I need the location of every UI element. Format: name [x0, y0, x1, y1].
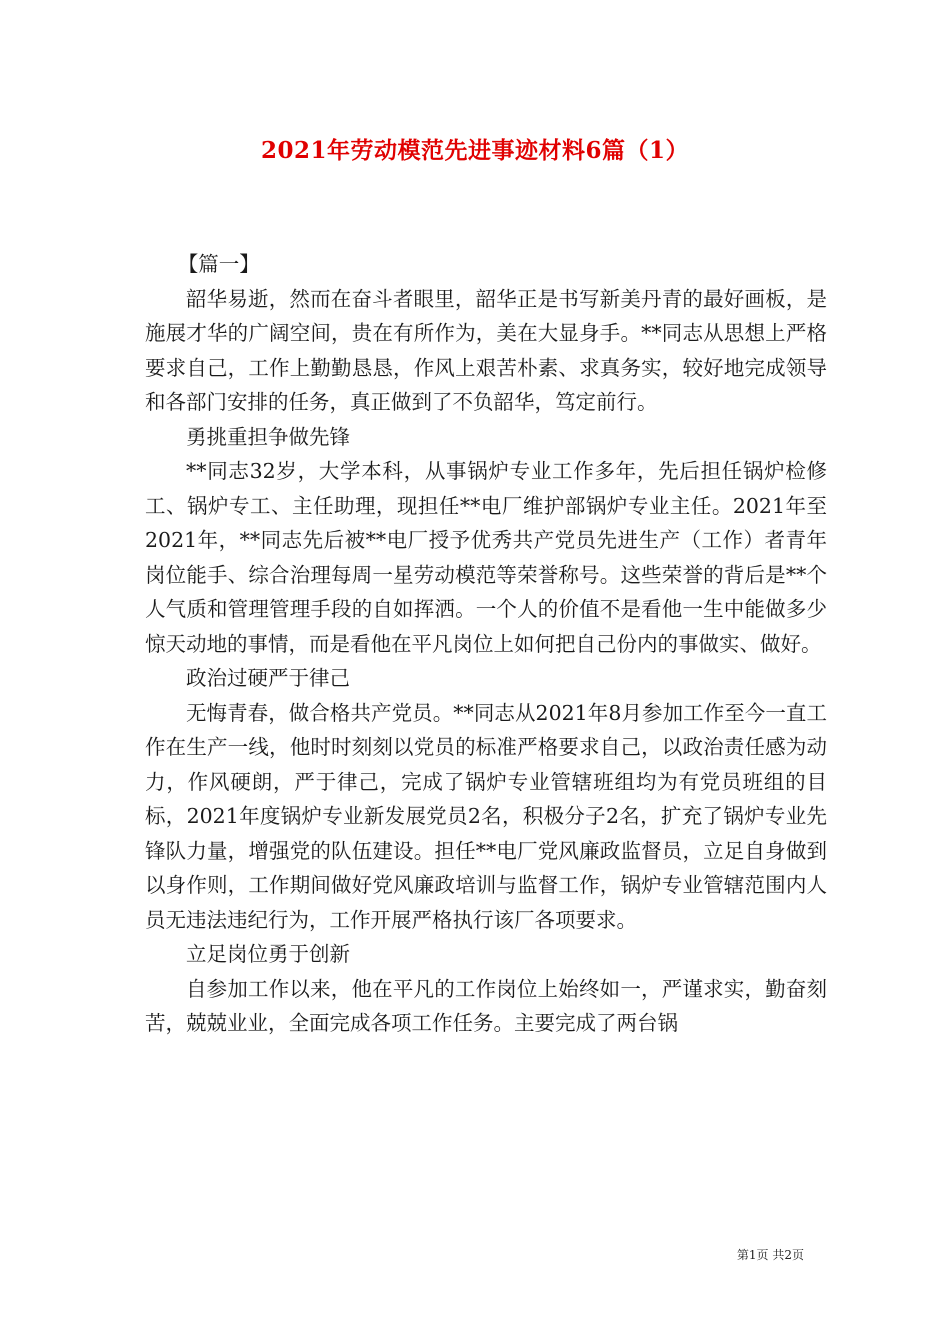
page-number: 第1页 共2页 [736, 1248, 804, 1262]
subheading-innovation: 立足岗位勇于创新 [186, 942, 350, 966]
document-title: 2021年劳动模范先进事迹材料6篇（1） [260, 137, 690, 164]
paragraph-vanguard: **同志32岁，大学本科，从事锅炉专业工作多年，先后担任锅炉检修工、锅炉专工、主任助理，现担任**电厂维护部锅炉专业主任。2021年至2021年，**同志先后被**电厂授予优秀共产党员先进生产（工作）者青年岗位能手、综合治理每周一星劳动模范等荣誉称号。这些荣誉的背后是**个人气质和管理管理手段的自如挥洒。一个人的价值不是看他一生中能做多少惊天动地的事情，而是看他在平凡岗位上如何把自己份内的事做实、做好。 [145, 459, 827, 656]
paragraph-discipline: 无悔青春，做合格共产党员。**同志从2021年8月参加工作至今一直工作在生产一线，他时时刻刻以党员的标准严格要求自己，以政治责任感为动力，作风硬朗，严于律己，完成了锅炉专业管辖班组均为有党员班组的目标，2021年度锅炉专业新发展党员2名，积极分子2名，扩充了锅炉专业先锋队力量，增强党的队伍建设。担任**电厂党风廉政监督员，立足自身做到以身作则，工作期间做好党风廉政培训与监督工作，锅炉专业管辖范围内人员无违法违纪行为，工作开展严格执行该厂各项要求。 [145, 700, 827, 932]
subheading-discipline: 政治过硬严于律己 [186, 666, 350, 690]
document-body [145, 247, 827, 1041]
subheading-vanguard: 勇挑重担争做先锋 [186, 424, 350, 449]
paragraph-intro: 韶华易逝，然而在奋斗者眼里，韶华正是书写新美丹青的最好画板，是施展才华的广阔空间，贵在有所作为，美在大显身手。**同志从思想上严格要求自己，工作上勤勤恳恳，作风上艰苦朴素、求真务实，较好地完成领导和各部门安排的任务，真正做到了不负韶华，笃定前行。 [145, 286, 827, 414]
paragraph-innovation: 自参加工作以来，他在平凡的工作岗位上始终如一，严谨求实，勤奋刻苦，兢兢业业，全面完成各项工作任务。主要完成了两台锅 [145, 976, 827, 1035]
section-label: 【篇一】 [177, 252, 260, 276]
